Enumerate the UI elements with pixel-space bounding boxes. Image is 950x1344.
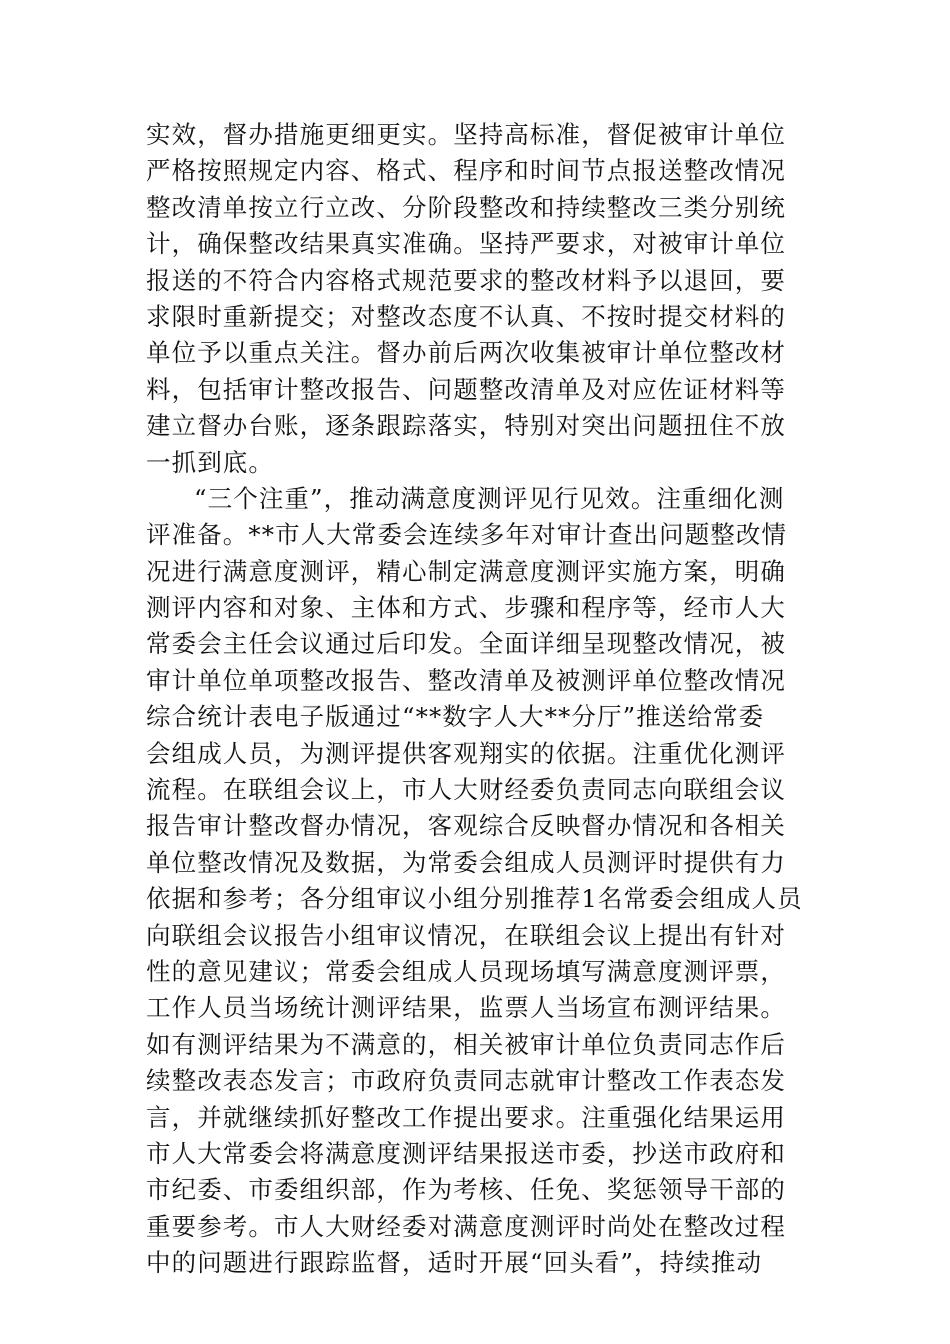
text-line: 向联组会议报告小组审议情况，在联组会议上提出有针对 — [146, 920, 786, 950]
text-line: 会组成人员，为测评提供客观翔实的依据。注重优化测评 — [146, 738, 786, 768]
body-text — [146, 117, 810, 1282]
text-line: 中的问题进行跟踪监督，适时开展“回头看”，持续推动 — [146, 1248, 763, 1278]
text-line: 重要参考。市人大财经委对满意度测评时尚处在整改过程 — [146, 1211, 786, 1241]
text-line: 性的意见建议；常委会组成人员现场填写满意度测评票， — [146, 956, 786, 986]
text-line: 综合统计表电子版通过“**数字人大**分厅”推送给常委 — [146, 702, 765, 732]
text-line: 报告审计整改督办情况，客观综合反映督办情况和各相关 — [146, 811, 786, 841]
text-line: 流程。在联组会议上，市人大财经委负责同志向联组会议 — [146, 775, 786, 805]
text-line: 单位整改情况及数据，为常委会组成人员测评时提供有力 — [146, 847, 786, 877]
text-line: 况进行满意度测评，精心制定满意度测评实施方案，明确 — [146, 556, 786, 586]
text-line: 严格按照规定内容、格式、程序和时间节点报送整改情况 — [146, 156, 786, 186]
paragraph-start-line: “三个注重”，推动满意度测评见行见效。注重细化测 — [194, 483, 785, 513]
text-line: 审计单位单项整改报告、整改清单及被测评单位整改情况 — [146, 665, 786, 695]
text-line: 计，确保整改结果真实准确。坚持严要求，对被审计单位 — [146, 229, 786, 259]
text-line: 实效，督办措施更细更实。坚持高标准，督促被审计单位 — [146, 120, 786, 149]
text-line: 料，包括审计整改报告、问题整改清单及对应佐证材料等 — [146, 374, 786, 404]
text-line: 市纪委、市委组织部，作为考核、任免、奖惩领导干部的 — [146, 1175, 786, 1205]
text-line: 测评内容和对象、主体和方式、步骤和程序等，经市人大 — [146, 593, 786, 623]
text-line: 续整改表态发言；市政府负责同志就审计整改工作表态发 — [146, 1066, 786, 1096]
text-line: 一抓到底。 — [146, 447, 274, 477]
text-line: 言，并就继续抓好整改工作提出要求。注重强化结果运用 — [146, 1102, 786, 1132]
text-line: 整改清单按立行立改、分阶段整改和持续整改三类分别统 — [146, 192, 786, 222]
text-line: 工作人员当场统计测评结果，监票人当场宣布测评结果。 — [146, 993, 786, 1023]
text-line: 评准备。**市人大常委会连续多年对审计查出问题整改情 — [146, 520, 788, 550]
text-line: 建立督办台账，逐条跟踪落实，特别对突出问题扭住不放 — [146, 411, 786, 441]
text-line: 求限时重新提交；对整改态度不认真、不按时提交材料的 — [146, 301, 786, 331]
text-line: 单位予以重点关注。督办前后两次收集被审计单位整改材 — [146, 338, 786, 368]
text-line: 如有测评结果为不满意的，相关被审计单位负责同志作后 — [146, 1029, 786, 1059]
text-line: 常委会主任会议通过后印发。全面详细呈现整改情况，被 — [146, 629, 786, 659]
text-line: 报送的不符合内容格式规范要求的整改材料予以退回，要 — [146, 265, 786, 295]
text-line: 依据和参考；各分组审议小组分别推荐1名常委会组成人员 — [146, 884, 803, 914]
text-line: 市人大常委会将满意度测评结果报送市委，抄送市政府和 — [146, 1138, 786, 1168]
